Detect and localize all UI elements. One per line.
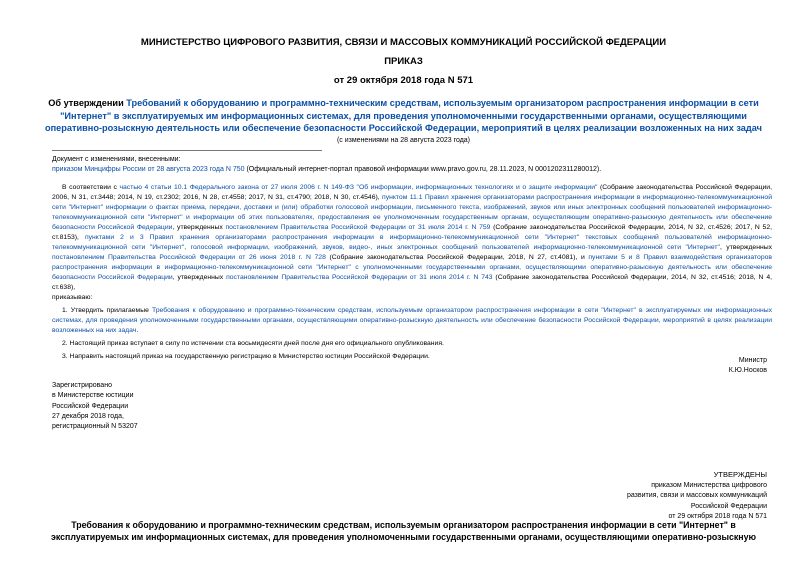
- registration-block: [52, 381, 138, 432]
- signer-name: К.Ю.Носков: [728, 367, 767, 374]
- resolution-743-link[interactable]: постановлением Правительства Российской Федерации от 31 июля 2014 г. N 743: [226, 274, 493, 281]
- amendments-line: [52, 165, 772, 175]
- law-link[interactable]: частью 4 статьи 10.1 Федерального закона от 27 июля 2006 г. N 149-ФЗ "Об информации, информационных технологиях и о защите информации": [119, 184, 598, 191]
- amendment-note: (с изменениями на 28 августа 2023 года): [336, 137, 471, 144]
- approval-block: [627, 470, 767, 523]
- registration-line: Российской Федерации: [52, 402, 129, 410]
- registration-line: Зарегистрировано: [52, 382, 112, 389]
- order-word: приказываю:: [52, 294, 93, 301]
- rules-743-points-link[interactable]: пунктами 5 и 8 Правил взаимодействия организаторов распространения информации в информационно-телекоммуникационной сети "Интернет" с уполномоченными государственными органами, осуществляющими оперативно-разыскную деятельность или обеспечение безопасности Российской Федерации: [52, 254, 773, 281]
- approval-date: от 29 октября 2018 года N 571: [668, 513, 767, 521]
- resolution-728-link[interactable]: постановлением Правительства Российской Федерации от 26 июня 2018 г. N 728: [52, 254, 326, 261]
- preamble-paragraph: [52, 183, 772, 293]
- preamble-text: (Собрание законодательства Российской Федерации, 2014, N 32, ст.4526; 2017, N 52, ст.8153),: [52, 224, 773, 241]
- item-text: .: [136, 327, 139, 334]
- approval-heading: УТВЕРЖДЕНЫ: [713, 470, 767, 479]
- preamble-text: , утвержденных: [172, 224, 226, 231]
- document-type: ПРИКАЗ: [384, 56, 423, 67]
- preamble-text: , утвержденных: [172, 274, 227, 281]
- signature-block: [729, 356, 767, 376]
- preamble-text: (Собрание законодательства Российской Федерации, 2018, N 27, ст.4081), и: [325, 254, 589, 261]
- title-requirements-link[interactable]: Требований к оборудованию и программно-техническим средствам, используемым организатором распространения информации в сети "Интернет" в эксплуатируемых им информационных системах, для проведения уполномоченными государственными органами, осуществляющими оперативно-розыскную деятельность или обеспечение безопасности Российской Федерации, мероприятий в целях реализации возложенных на них задач: [45, 98, 762, 133]
- rules-759-point-link[interactable]: пунктом 11.1 Правил хранения организаторами распространения информации в информационно-телекоммуникационной сети "Интернет" информации о фактах приема, передачи, доставки и (или) обработки голосовой информации, письменного текста, изображений, звуков или иных электронных сообщений пользователей информационно-телекоммуникационной сети "Интернет" и информации об этих пользователях, предоставления ее уполномоченным государственным органам, осуществляющим оперативно-разыскную деятельность или обеспечение безопасности Российской Федерации: [52, 194, 772, 231]
- document-title: [37, 97, 770, 135]
- preamble-text: В соответствии с: [62, 184, 120, 191]
- approval-line: Российской Федерации: [690, 502, 767, 510]
- ministry-heading: МИНИСТЕРСТВО ЦИФРОВОГО РАЗВИТИЯ, СВЯЗИ И МАССОВЫХ КОММУНИКАЦИЙ РОССИЙСКОЙ ФЕДЕРАЦИИ: [140, 37, 667, 48]
- amending-order-source: (Официальный интернет-портал правовой информации www.pravo.gov.ru, 28.11.2023, N 0001202311280012).: [244, 166, 602, 173]
- preamble-text: , утвержденных: [719, 244, 773, 251]
- resolution-759-link[interactable]: постановлением Правительства Российской Федерации от 31 июля 2014 г. N 759: [225, 224, 491, 231]
- order-item-3: 3. Направить настоящий приказ на государственную регистрацию в Министерство юстиции Российской Федерации.: [62, 353, 430, 360]
- amending-order-link[interactable]: приказом Минцифры России от 28 августа 2023 года N 750: [52, 166, 245, 173]
- approval-line: приказом Министерства цифрового: [651, 481, 767, 489]
- document-date: от 29 октября 2018 года N 571: [333, 75, 474, 86]
- registration-date: 27 декабря 2018 года,: [52, 412, 124, 420]
- requirements-title: Требования к оборудованию и программно-техническим средствам, используемым организатором распространения информации в сети "Интернет" в эксплуатируемых им информационных системах, для проведения уполномоченными государственными органами, осуществляющими оперативно-розыскную: [51, 520, 756, 542]
- approval-line: развития, связи и массовых коммуникаций: [626, 492, 767, 500]
- rules-728-points-link[interactable]: пунктами 2 и 3 Правил хранения организаторами распространения информации в информационно-телекоммуникационной сети "Интернет" текстовых сообщений пользователей информационно-телекоммуникационной сети "Интернет", голосовой информации, изображений, звуков, видео-, иных электронных сообщений пользователей информационно-телекоммуникационной сети "Интернет": [52, 234, 772, 251]
- amendments-info: [52, 155, 772, 175]
- registration-line: в Министерстве юстиции: [52, 392, 134, 400]
- order-item-1: [52, 306, 772, 336]
- order-item-2: 2. Настоящий приказ вступает в силу по истечении ста восьмидесяти дней после дня его официального опубликования.: [62, 340, 444, 347]
- divider: [52, 150, 322, 151]
- amendments-intro: Документ с изменениями, внесенными:: [52, 156, 181, 163]
- order-body: [52, 183, 772, 362]
- requirements-link[interactable]: Требования к оборудованию и программно-техническим средствам, используемым организатором распространения информации в сети "Интернет" в эксплуатируемых им информационных системах, для проведения уполномоченными государственными органами, осуществляющими оперативно-розыскную деятельность или обеспечение безопасности Российской Федерации, мероприятий в целях реализации возложенных на них задач: [52, 307, 772, 334]
- signer-position: Министр: [738, 357, 767, 364]
- item-text: 1. Утвердить прилагаемые: [62, 307, 152, 314]
- preamble-text: (Собрание законодательства Российской Федерации, 2006, N 31, ст.3448; 2014, N 19, ст.2302; 2016, N 28, ст.4558; 2017, N 31, ст.4790; 2018, N 30, ст.4546),: [52, 184, 772, 201]
- preamble-text: (Собрание законодательства Российской Федерации, 2014, N 32, ст.4516; 2018, N 4, ст.638),: [52, 274, 772, 291]
- title-prefix: Об утверждении: [48, 98, 127, 108]
- registration-number: регистрационный N 53207: [52, 423, 138, 431]
- order-items: [52, 306, 772, 362]
